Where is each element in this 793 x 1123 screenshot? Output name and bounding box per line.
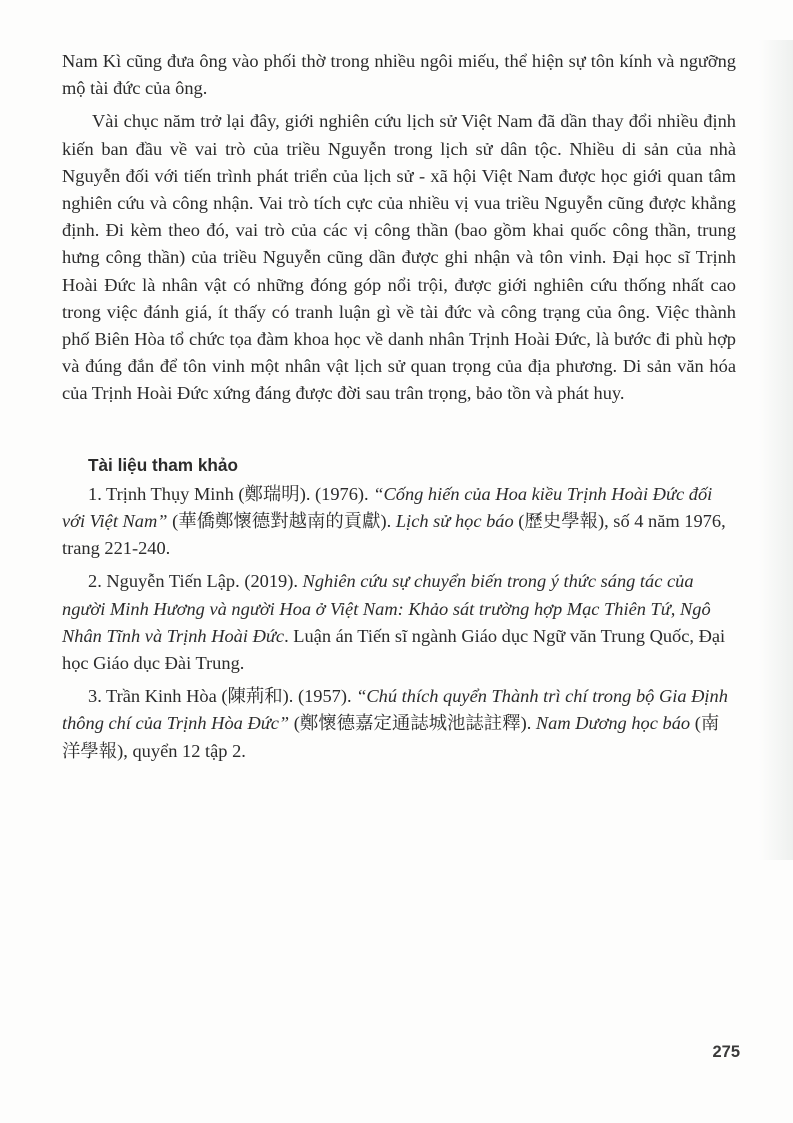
reference-item-2 — [62, 568, 736, 677]
reference-title: “Cống hiến của Hoa kiều Trịnh Hoài Đức đối với Việt Nam” — [62, 483, 713, 532]
body-paragraph-2: Vài chục năm trở lại đây, giới nghiên cứu lịch sử Việt Nam đã dần thay đổi nhiều định kiến ban đầu về vai trò của triều Nguyễn trong lịch sử dân tộc. Nhiều di sản của nhà Nguyễn đối với tiến trình phát triển của lịch sử - xã hội Việt Nam được học giới quan tâm nghiên cứu và công nhận. Vai trò tích cực của nhiều vị vua triều Nguyễn cũng được khẳng định. Đi kèm theo đó, vai trò của các vị công thần (bao gồm khai quốc công thần, trung hưng công thần) của triều Nguyễn cũng dần được ghi nhận và tôn vinh. Đại học sĩ Trịnh Hoài Đức là nhân vật có những đóng góp nổi trội, được giới nghiên cứu thống nhất cao trong việc đánh giá, ít thấy có tranh luận gì về tài đức và công trạng của ông. Việc thành phố Biên Hòa tổ chức tọa đàm khoa học về danh nhân Trịnh Hoài Đức, là bước đi phù hợp và đúng đắn để tôn vinh một nhân vật lịch sử quan trọng của địa phương. Di sản văn hóa của Trịnh Hoài Đức xứng đáng được đời sau trân trọng, bảo tồn và phát huy. — [62, 111, 736, 404]
reference-lead: 2. Nguyễn Tiến Lập. (2019). — [88, 571, 303, 592]
reference-lead: 1. Trịnh Thụy Minh (鄭瑞明). (1976). — [88, 483, 374, 504]
reference-tail: (歷史學報), số 4 năm 1976, trang 221-240. — [62, 511, 726, 559]
reference-item-1 — [62, 481, 736, 563]
reference-title: “Chú thích quyển Thành trì chí trong bộ Gia Định thông chí của Trịnh Hòa Đức” — [62, 686, 728, 734]
reference-original-title: (華僑鄭懷德對越南的貢獻). — [167, 511, 396, 532]
references-section — [62, 452, 736, 765]
reference-title: Nghiên cứu sự chuyển biến trong ý thức sáng tác của người Minh Hương và người Hoa ở Việt Nam: Khảo sát trường hợp Mạc Thiên Tứ, Ngô Nhân Tĩnh và Trịnh Hoài Đức — [62, 571, 711, 646]
reference-item-3 — [62, 683, 736, 765]
page-number: 275 — [712, 1043, 740, 1061]
reference-original-title: (鄭懷德嘉定通誌城池誌註釋). — [289, 713, 536, 734]
references-heading: Tài liệu tham khảo — [88, 454, 238, 475]
reference-tail: (南洋學報), quyển 12 tập 2. — [62, 713, 720, 761]
reference-tail: . Luận án Tiến sĩ ngành Giáo dục Ngữ văn Trung Quốc, Đại học Giáo dục Đài Trung. — [62, 625, 726, 674]
body-paragraph-1: Nam Kì cũng đưa ông vào phối thờ trong nhiều ngôi miếu, thể hiện sự tôn kính và ngưỡng mộ tài đức của ông. — [62, 51, 736, 99]
page-content — [62, 48, 736, 765]
reference-source: Nam Dương học báo — [535, 713, 691, 734]
reference-lead: 3. Trần Kinh Hòa (陳荊和). (1957). — [88, 686, 357, 707]
adjacent-page-bleed — [759, 40, 793, 860]
reference-source: Lịch sử học báo — [395, 511, 514, 532]
